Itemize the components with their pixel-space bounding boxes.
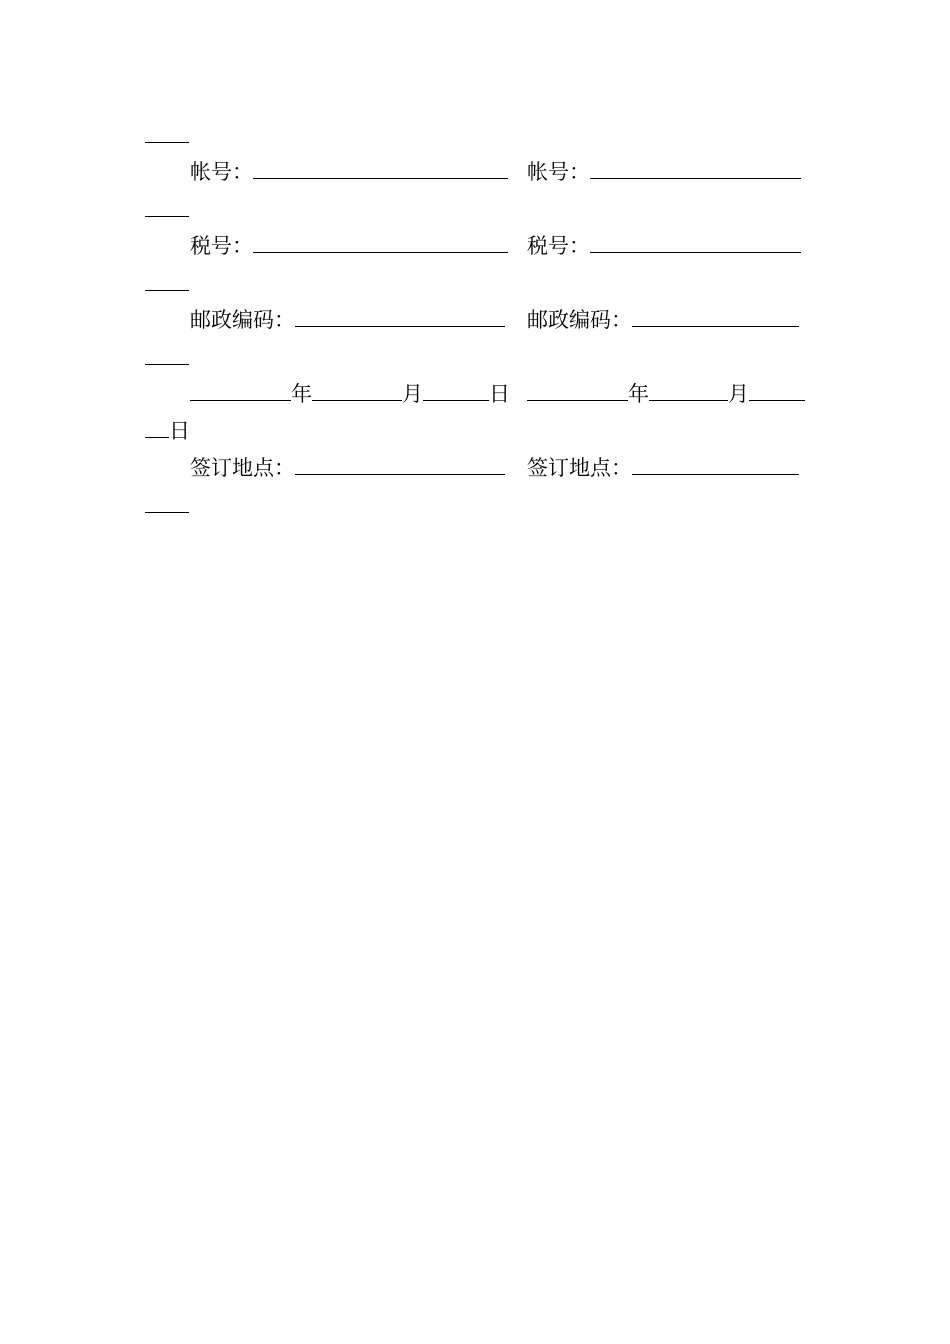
postal-label-left: 邮政编码：: [190, 308, 295, 332]
account-label-left: 帐号：: [190, 160, 253, 184]
tax-row: [190, 232, 807, 258]
blank-line[interactable]: [145, 122, 189, 143]
account-label-right: 帐号：: [527, 160, 590, 184]
month-label-right: 月: [728, 382, 749, 406]
postal-row: [190, 306, 807, 332]
month-blank-right[interactable]: [649, 380, 728, 401]
month-label-left: 月: [402, 382, 423, 406]
year-blank-right[interactable]: [527, 380, 628, 401]
day-blank-right[interactable]: [749, 380, 805, 401]
blank-line[interactable]: [145, 196, 189, 217]
year-blank-left[interactable]: [190, 380, 291, 401]
day-label-left: 日: [489, 382, 510, 406]
blank-line[interactable]: [145, 270, 189, 291]
month-blank-left[interactable]: [312, 380, 402, 401]
continuation-blank-1: [145, 122, 807, 148]
postal-blank-right[interactable]: [632, 306, 799, 327]
account-row: [190, 158, 807, 184]
date-row: [190, 380, 807, 406]
continuation-blank-2: [145, 196, 807, 222]
place-row: [190, 454, 807, 480]
day-blank-right-cont[interactable]: [145, 417, 169, 438]
postal-blank-left[interactable]: [295, 306, 505, 327]
continuation-blank-3: [145, 270, 807, 296]
year-label-left: 年: [291, 382, 312, 406]
continuation-blank-4: [145, 344, 807, 370]
day-blank-left[interactable]: [423, 380, 489, 401]
blank-line[interactable]: [145, 492, 189, 513]
place-blank-left[interactable]: [295, 454, 505, 475]
postal-label-right: 邮政编码：: [527, 308, 632, 332]
tax-blank-left[interactable]: [253, 232, 508, 253]
year-label-right: 年: [628, 382, 649, 406]
continuation-blank-5: [145, 492, 807, 518]
place-blank-right[interactable]: [632, 454, 799, 475]
date-continuation: [145, 417, 807, 443]
account-blank-left[interactable]: [253, 158, 508, 179]
place-label-left: 签订地点：: [190, 456, 295, 480]
tax-label-right: 税号：: [527, 234, 590, 258]
tax-blank-right[interactable]: [590, 232, 801, 253]
blank-line[interactable]: [145, 344, 189, 365]
tax-label-left: 税号：: [190, 234, 253, 258]
place-label-right: 签订地点：: [527, 456, 632, 480]
account-blank-right[interactable]: [590, 158, 801, 179]
day-label-right: 日: [169, 419, 190, 443]
